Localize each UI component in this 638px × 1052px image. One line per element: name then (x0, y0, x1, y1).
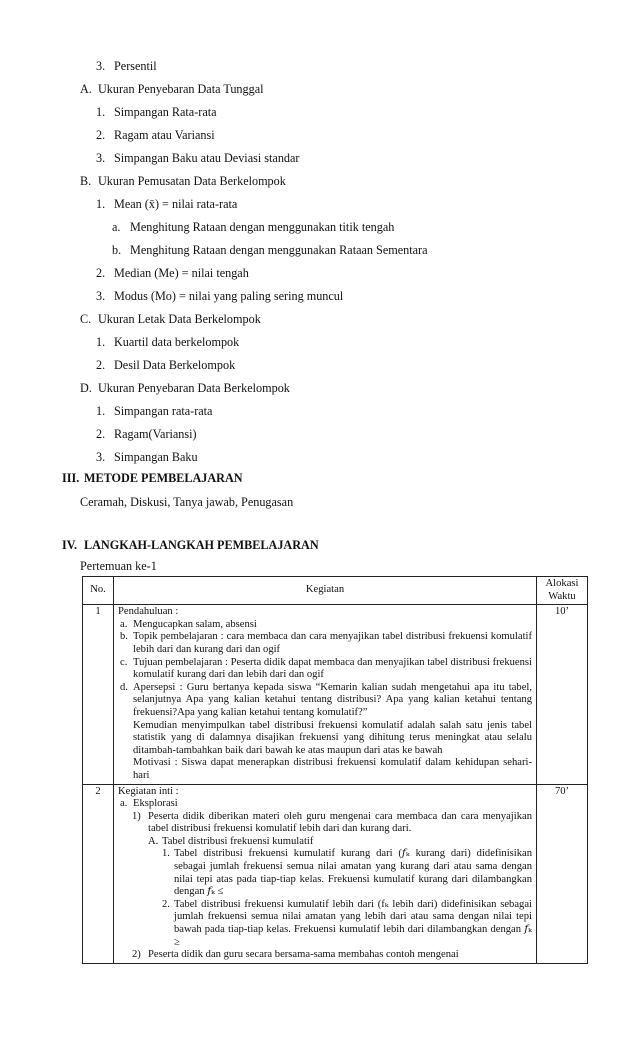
meeting-label: Pertemuan ke-1 (80, 559, 157, 573)
outline-marker: 3. (96, 59, 106, 73)
outline-text: Ukuran Penyebaran Data Berkelompok (98, 381, 290, 395)
row-1-time: 10’ (537, 605, 588, 784)
row-1-no: 1 (83, 605, 114, 784)
outline-text: Modus (Mo) = nilai yang paling sering muncul (114, 289, 344, 303)
outline-text: Simpangan Baku (114, 450, 198, 464)
outline-text: Ukuran Pemusatan Data Berkelompok (98, 174, 286, 188)
outline-item (96, 59, 157, 73)
row-1-conclusion: Kemudian menyimpulkan tabel distribusi frekuensi komulatif adalah salah satu jenis tabel statistik yang di dalamnya disajikan frekuensi yang dihitung terus meningkat atau selalu ditambah-tambahkan baik dari bawah ke atas maupun dari atas ke bawah (133, 719, 532, 756)
row-2-point-1: 1) Peserta didik diberikan materi oleh guru mengenai cara membaca dan cara menyajikan tabel distribusi frekuensi komulatif lebih dari dan kurang dari. (132, 810, 532, 835)
outline-text: Mean (x̄) = nilai rata-rata (114, 197, 238, 211)
outline-item (96, 289, 343, 303)
outline-marker: 1. (96, 197, 106, 211)
outline-text: Persentil (114, 59, 157, 73)
outline-item (96, 266, 249, 280)
outline-item (96, 427, 197, 441)
row-1-item-a: a. Mengucapkan salam, absensi (120, 618, 257, 630)
outline-text: Kuartil data berkelompok (114, 335, 240, 349)
header-kegiatan: Kegiatan (114, 577, 537, 605)
outline-marker: 1. (96, 105, 106, 119)
outline-item (96, 404, 212, 418)
row-2-time: 70’ (537, 784, 588, 963)
row-1-item-d: d. Apersepsi : Guru bertanya kepada siswa “Kemarin kalian sudah mengetahui apa itu tabel, selanjutnya Apa yang kalian ketahui tentang distribusi? Apa yang kalian ketahui tentang frekuensi?Apa yang kalian ketahui tentang komulatif?” (120, 681, 532, 718)
row-2-detail-2: 2. Tabel distribusi frekuensi kumulatif lebih dari (fₖ lebih dari) didefinisikan sebagai jumlah frekuensi semua nilai amatan yang lebih dari atau sama dengan nilai tepi bawah pada tiap-tiap kelas. Frekuensi kumulatif lebih dari dilambangkan dengan 𝑓ₖ ≥ (162, 898, 532, 948)
row-1-motivation: Motivasi : Siswa dapat menerapkan distribusi frekuensi komulatif dalam kehidupan sehari-hari (133, 757, 532, 781)
outline-text: Ukuran Letak Data Berkelompok (98, 312, 261, 326)
row-2-title: Kegiatan inti : (118, 785, 179, 797)
row-2-no: 2 (83, 784, 114, 963)
outline-item (80, 381, 290, 395)
outline-item (96, 128, 215, 142)
table-header-row (83, 577, 588, 605)
table-row (83, 784, 588, 963)
outline-item (96, 335, 239, 349)
outline-marker: 2. (96, 427, 106, 441)
header-alokasi: Alokasi Waktu (537, 577, 588, 605)
section-4-title: LANGKAH-LANGKAH PEMBELAJARAN (84, 538, 319, 552)
section-4-heading (62, 538, 319, 552)
outline-marker: 1. (96, 404, 106, 418)
outline-item (80, 82, 264, 96)
row-2-detail-1: 1. Tabel distribusi frekuensi kumulatif kurang dari (𝑓ₖ kurang dari) didefinisikan sebagai jumlah frekuensi semua nilai amatan yang kurang dari atau sama dengan nilai tepi atas pada tiap-tiap kelas. Frekuensi kumulatif kurang dari dilambangkan dengan 𝑓ₖ ≤ (162, 848, 532, 898)
outline-text: Ragam atau Variansi (114, 128, 215, 142)
outline-item (80, 174, 286, 188)
outline-marker: 2. (96, 358, 106, 372)
outline-item (112, 220, 394, 234)
row-1-kegiatan (114, 605, 537, 784)
section-3-title: METODE PEMBELAJARAN (84, 471, 243, 485)
row-2-item-a: a. Eksplorasi (120, 798, 178, 810)
outline-marker: D. (80, 381, 92, 395)
outline-item (96, 358, 235, 372)
table-row (83, 605, 588, 784)
header-no: No. (83, 577, 114, 605)
outline-text: Ragam(Variansi) (114, 427, 197, 441)
outline-item (96, 151, 299, 165)
activity-table (82, 576, 588, 964)
row-1-item-c: c. Tujuan pembelajaran : Peserta didik dapat membaca dan menyajikan tabel distribusi frekuensi komulatif kurang dari dan lebih dari dan ogif (120, 656, 532, 681)
outline-marker: C. (80, 312, 92, 326)
section-3-body: Ceramah, Diskusi, Tanya jawab, Penugasan (80, 495, 294, 509)
outline-item (96, 197, 237, 211)
outline-text: Menghitung Rataan dengan menggunakan titik tengah (130, 220, 395, 234)
outline-text: Simpangan Baku atau Deviasi standar (114, 151, 300, 165)
section-3-heading (62, 471, 243, 485)
row-1-title: Pendahuluan : (118, 606, 179, 618)
outline-marker: 3. (96, 289, 106, 303)
outline-marker: b. (112, 243, 122, 257)
section-4-number: IV. (62, 538, 78, 552)
outline-text: Simpangan rata-rata (114, 404, 213, 418)
outline-item (96, 450, 198, 464)
outline-text: Median (Me) = nilai tengah (114, 266, 249, 280)
outline-marker: 2. (96, 128, 106, 142)
outline-marker: a. (112, 220, 121, 234)
outline-item (96, 105, 217, 119)
outline-marker: 3. (96, 151, 106, 165)
outline-text: Desil Data Berkelompok (114, 358, 236, 372)
outline-marker: B. (80, 174, 92, 188)
outline-item (80, 312, 261, 326)
row-1-item-b: b. Topik pembelajaran : cara membaca dan cara menyajikan tabel distribusi frekuensi komulatif lebih dari dan kurang dari dan ogif (120, 631, 532, 655)
row-2-subitem-A: A. Tabel distribusi frekuensi kumulatif (148, 835, 314, 847)
outline-marker: A. (80, 82, 92, 96)
row-2-point-2: 2) Peserta didik dan guru secara bersama-sama membahas contoh mengenai (132, 949, 459, 961)
outline-marker: 2. (96, 266, 106, 280)
outline-marker: 1. (96, 335, 106, 349)
outline-item (112, 243, 427, 257)
outline-marker: 3. (96, 450, 106, 464)
section-3-number: III. (62, 471, 80, 485)
outline-text: Ukuran Penyebaran Data Tunggal (98, 82, 264, 96)
outline-text: Menghitung Rataan dengan menggunakan Rataan Sementara (130, 243, 428, 257)
row-2-kegiatan (114, 784, 537, 963)
outline-text: Simpangan Rata-rata (114, 105, 217, 119)
